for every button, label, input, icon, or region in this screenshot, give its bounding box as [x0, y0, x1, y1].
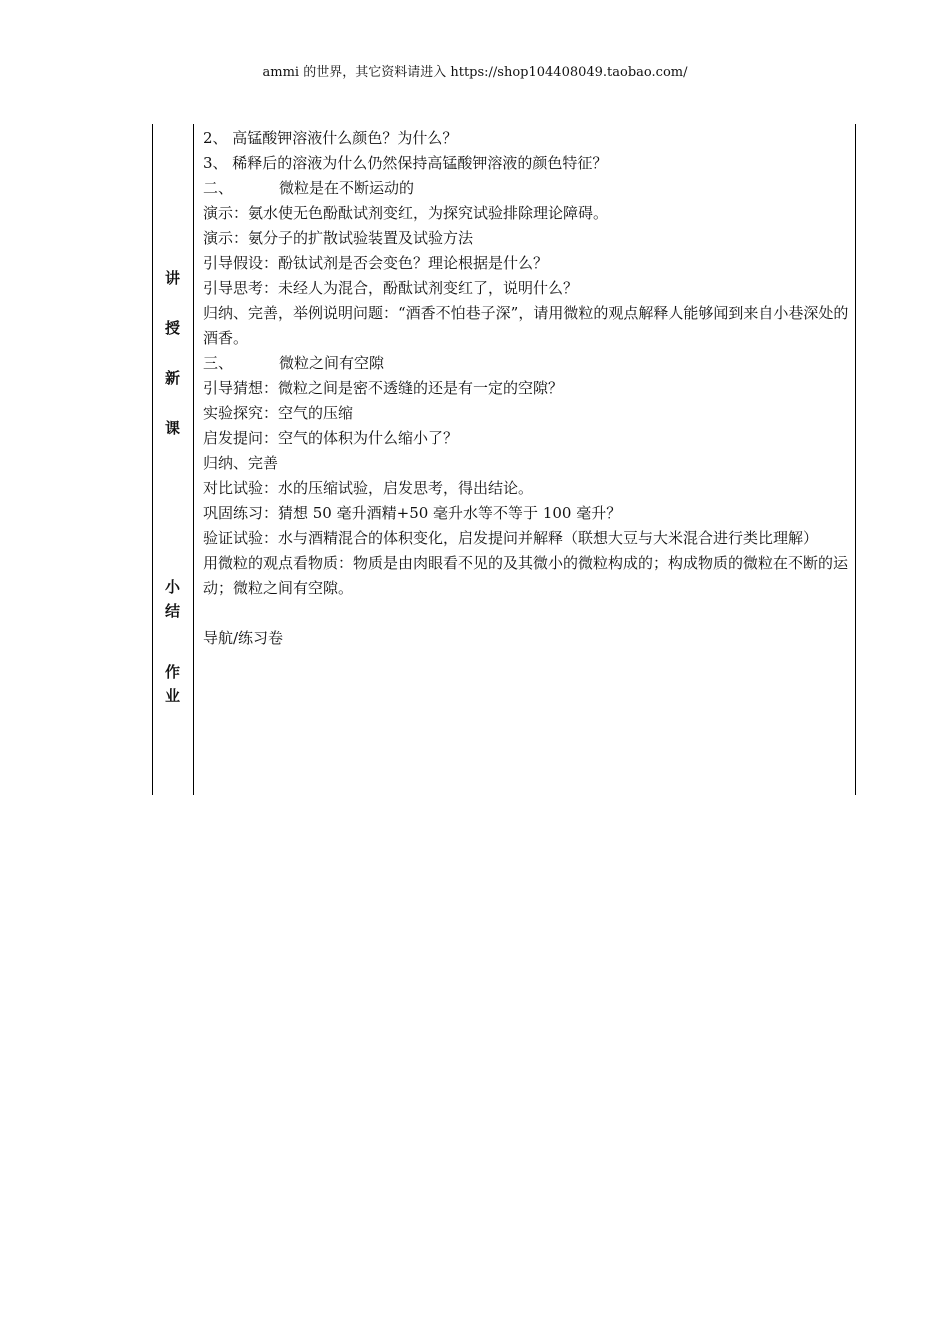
table-right-border — [855, 124, 856, 795]
section-number: 二、 — [203, 179, 234, 197]
section-number: 三、 — [203, 354, 234, 372]
section-title: 微粒之间有空隙 — [279, 354, 385, 372]
section-heading-2 — [203, 176, 851, 201]
content-line: 3、 稀释后的溶液为什么仍然保持高锰酸钾溶液的颜色特征？ — [203, 154, 608, 172]
label-xiao: 小 — [164, 578, 180, 596]
label-zuo: 作 — [164, 663, 180, 681]
table-column-divider — [193, 124, 194, 795]
content-line: 对比试验：水的压缩试验，启发思考，得出结论。 — [203, 479, 534, 497]
content-line: 归纳、完善，举例说明问题：“酒香不怕巷子深”，请用微粒的观点解释人能够闻到来自小巷深处的酒香。 — [203, 304, 849, 347]
content-line: 启发提问：空气的体积为什么缩小了？ — [203, 429, 459, 447]
page-header: ammi 的世界，其它资料请进入 https://shop104408049.taobao.com/ — [262, 65, 688, 80]
content-line: 2、 高锰酸钾溶液什么颜色？为什么？ — [203, 129, 458, 147]
content-line: 巩固练习：猜想 50 毫升酒精+50 毫升水等不等于 100 毫升？ — [203, 504, 622, 522]
summary-text: 用微粒的观点看物质：物质是由肉眼看不见的及其微小的微粒构成的；构成物质的微粒在不断的运动；微粒之间有空隙。 — [203, 554, 849, 597]
content-line: 归纳、完善 — [203, 454, 279, 472]
content-line: 实验探究：空气的压缩 — [203, 404, 354, 422]
label-xin: 新 — [164, 369, 180, 387]
content-line: 演示：氨水使无色酚酞试剂变红，为探究试验排除理论障碍。 — [203, 204, 609, 222]
label-jiang: 讲 — [164, 269, 180, 287]
label-ye: 业 — [164, 687, 180, 705]
label-ke: 课 — [164, 419, 180, 437]
lesson-table — [152, 124, 856, 795]
content-line: 引导假设：酚钛试剂是否会变色？理论根据是什么？ — [203, 254, 549, 272]
lesson-content — [203, 126, 851, 651]
content-line: 引导思考：未经人为混合，酚酞试剂变红了，说明什么？ — [203, 279, 579, 297]
content-line: 演示：氨分子的扩散试验装置及试验方法 — [203, 229, 474, 247]
content-line: 验证试验：水与酒精混合的体积变化，启发提问并解释（联想大豆与大米混合进行类比理解） — [203, 529, 819, 547]
section-title: 微粒是在不断运动的 — [279, 179, 415, 197]
homework-text: 导航/练习卷 — [203, 629, 284, 647]
section-heading-3 — [203, 351, 851, 376]
label-jie: 结 — [164, 602, 180, 620]
label-shou: 授 — [164, 319, 180, 337]
content-line: 引导猜想：微粒之间是密不透缝的还是有一定的空隙？ — [203, 379, 564, 397]
